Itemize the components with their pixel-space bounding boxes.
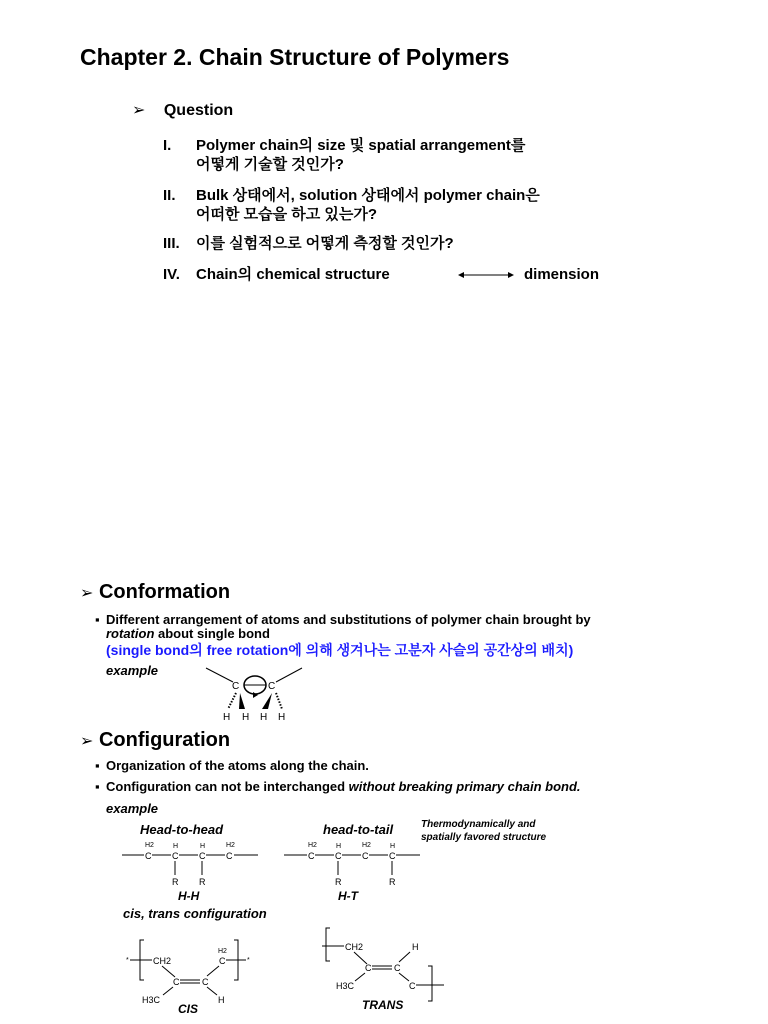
svg-text:H: H xyxy=(336,843,342,850)
svg-text:C: C xyxy=(199,851,206,861)
arrow-bullet-icon: ➢ xyxy=(80,585,94,602)
question-item-3: III. 이를 실험적으로 어떻게 측정할 것인가? xyxy=(163,235,454,252)
svg-text:C: C xyxy=(335,851,342,861)
question-item-1: I. Polymer chain의 size 및 spatial arrangement를 어떻게 기술할 것인가? xyxy=(163,137,526,173)
hh-label: H-H xyxy=(178,889,200,903)
configuration-bullet-1: ▪ Organization of the atoms along the chain. xyxy=(95,758,369,773)
question-item-2-line2: 어떠한 모습을 하고 있는가? xyxy=(196,206,378,223)
svg-text:C: C xyxy=(219,956,226,966)
ht-label: H-T xyxy=(338,889,358,903)
question-item-1-line1: Polymer chain의 size 및 spatial arrangement를 xyxy=(196,137,526,154)
question-item-2: II. Bulk 상태에서, solution 상태에서 polymer chain은 어떠한 모습을 하고 있는가? xyxy=(163,187,540,223)
question-heading xyxy=(132,100,233,120)
diagram-carbon-right: C xyxy=(268,681,276,692)
conformation-example-label: example xyxy=(106,663,159,678)
svg-text:R: R xyxy=(199,877,206,887)
head-to-tail-label: head-to-tail xyxy=(323,822,394,837)
svg-text:H2: H2 xyxy=(145,842,154,849)
svg-text:C: C xyxy=(362,851,369,861)
double-arrow-icon xyxy=(458,268,514,282)
svg-text:R: R xyxy=(389,877,396,887)
cis-trans-heading: cis, trans configuration xyxy=(123,906,267,921)
cis-label: CIS xyxy=(178,1002,199,1016)
favored-structure-note: Thermodynamically and spatially favored structure xyxy=(421,819,547,843)
svg-text:H: H xyxy=(412,942,419,952)
svg-text:C: C xyxy=(173,977,180,987)
question-item-2-line1: Bulk 상태에서, solution 상태에서 polymer chain은 xyxy=(196,187,540,204)
rotation-word: rotation xyxy=(106,626,155,641)
svg-text:H2: H2 xyxy=(226,842,235,849)
svg-text:H2: H2 xyxy=(308,842,317,849)
svg-text:C: C xyxy=(389,851,396,861)
svg-text:H3C: H3C xyxy=(336,981,355,991)
question-item-1-line2: 어떻게 기술할 것인가? xyxy=(196,156,344,173)
question-item-3-line1: 이를 실험적으로 어떻게 측정할 것인가? xyxy=(196,235,454,252)
svg-text:C: C xyxy=(145,851,152,861)
head-to-head-chain xyxy=(118,838,268,890)
svg-text:H: H xyxy=(223,712,231,723)
svg-text:CH2: CH2 xyxy=(345,942,364,952)
trans-label: TRANS xyxy=(362,998,404,1012)
svg-text:*: * xyxy=(247,957,250,964)
svg-text:H: H xyxy=(173,843,179,850)
arrow-bullet-icon: ➢ xyxy=(80,733,94,750)
svg-text:H: H xyxy=(260,712,268,723)
conformation-korean-note: (single bond의 free rotation에 의해 생겨나는 고분자 사슬의 공간상의 배치) xyxy=(106,642,574,658)
svg-text:C: C xyxy=(226,851,233,861)
question-label: Question xyxy=(163,102,234,119)
svg-text:H: H xyxy=(242,712,250,723)
svg-text:H: H xyxy=(218,995,225,1005)
svg-text:H: H xyxy=(278,712,286,723)
svg-text:H: H xyxy=(390,843,396,850)
svg-text:C: C xyxy=(365,963,372,973)
rotation-diagram xyxy=(200,662,310,724)
conformation-bullet: ▪ Different arrangement of atoms and substitutions of polymer chain brought by rotation about single bond xyxy=(95,612,591,641)
svg-text:C: C xyxy=(172,851,179,861)
conformation-heading xyxy=(80,581,230,604)
configuration-label: Configuration xyxy=(98,729,231,751)
svg-text:C: C xyxy=(202,977,209,987)
svg-text:H2: H2 xyxy=(218,948,227,955)
trans-structure xyxy=(318,925,458,1005)
svg-text:H2: H2 xyxy=(362,842,371,849)
svg-text:CH2: CH2 xyxy=(153,956,172,966)
svg-text:H3C: H3C xyxy=(142,995,161,1005)
head-to-tail-chain xyxy=(282,838,432,890)
configuration-example-label: example xyxy=(106,801,159,816)
svg-text:R: R xyxy=(335,877,342,887)
conformation-label: Conformation xyxy=(98,581,231,603)
svg-text:C: C xyxy=(394,963,401,973)
svg-text:C: C xyxy=(308,851,315,861)
svg-text:C: C xyxy=(409,981,416,991)
question-item-4-line1: Chain의 chemical structure xyxy=(196,266,390,283)
svg-text:*: * xyxy=(126,957,129,964)
diagram-carbon-left: C xyxy=(232,681,240,692)
arrow-bullet-icon: ➢ xyxy=(132,102,146,119)
page-title: Chapter 2. Chain Structure of Polymers xyxy=(80,44,510,70)
cis-structure xyxy=(118,932,268,1012)
question-item-4: IV. Chain의 chemical structure xyxy=(163,266,390,283)
configuration-heading xyxy=(80,729,230,752)
svg-text:H: H xyxy=(200,843,206,850)
question-item-4-dimension: dimension xyxy=(524,266,600,283)
svg-text:R: R xyxy=(172,877,179,887)
configuration-bullet-2: ▪ Configuration can not be interchanged without breaking primary chain bond. xyxy=(95,779,581,794)
head-to-head-label: Head-to-head xyxy=(140,822,224,837)
